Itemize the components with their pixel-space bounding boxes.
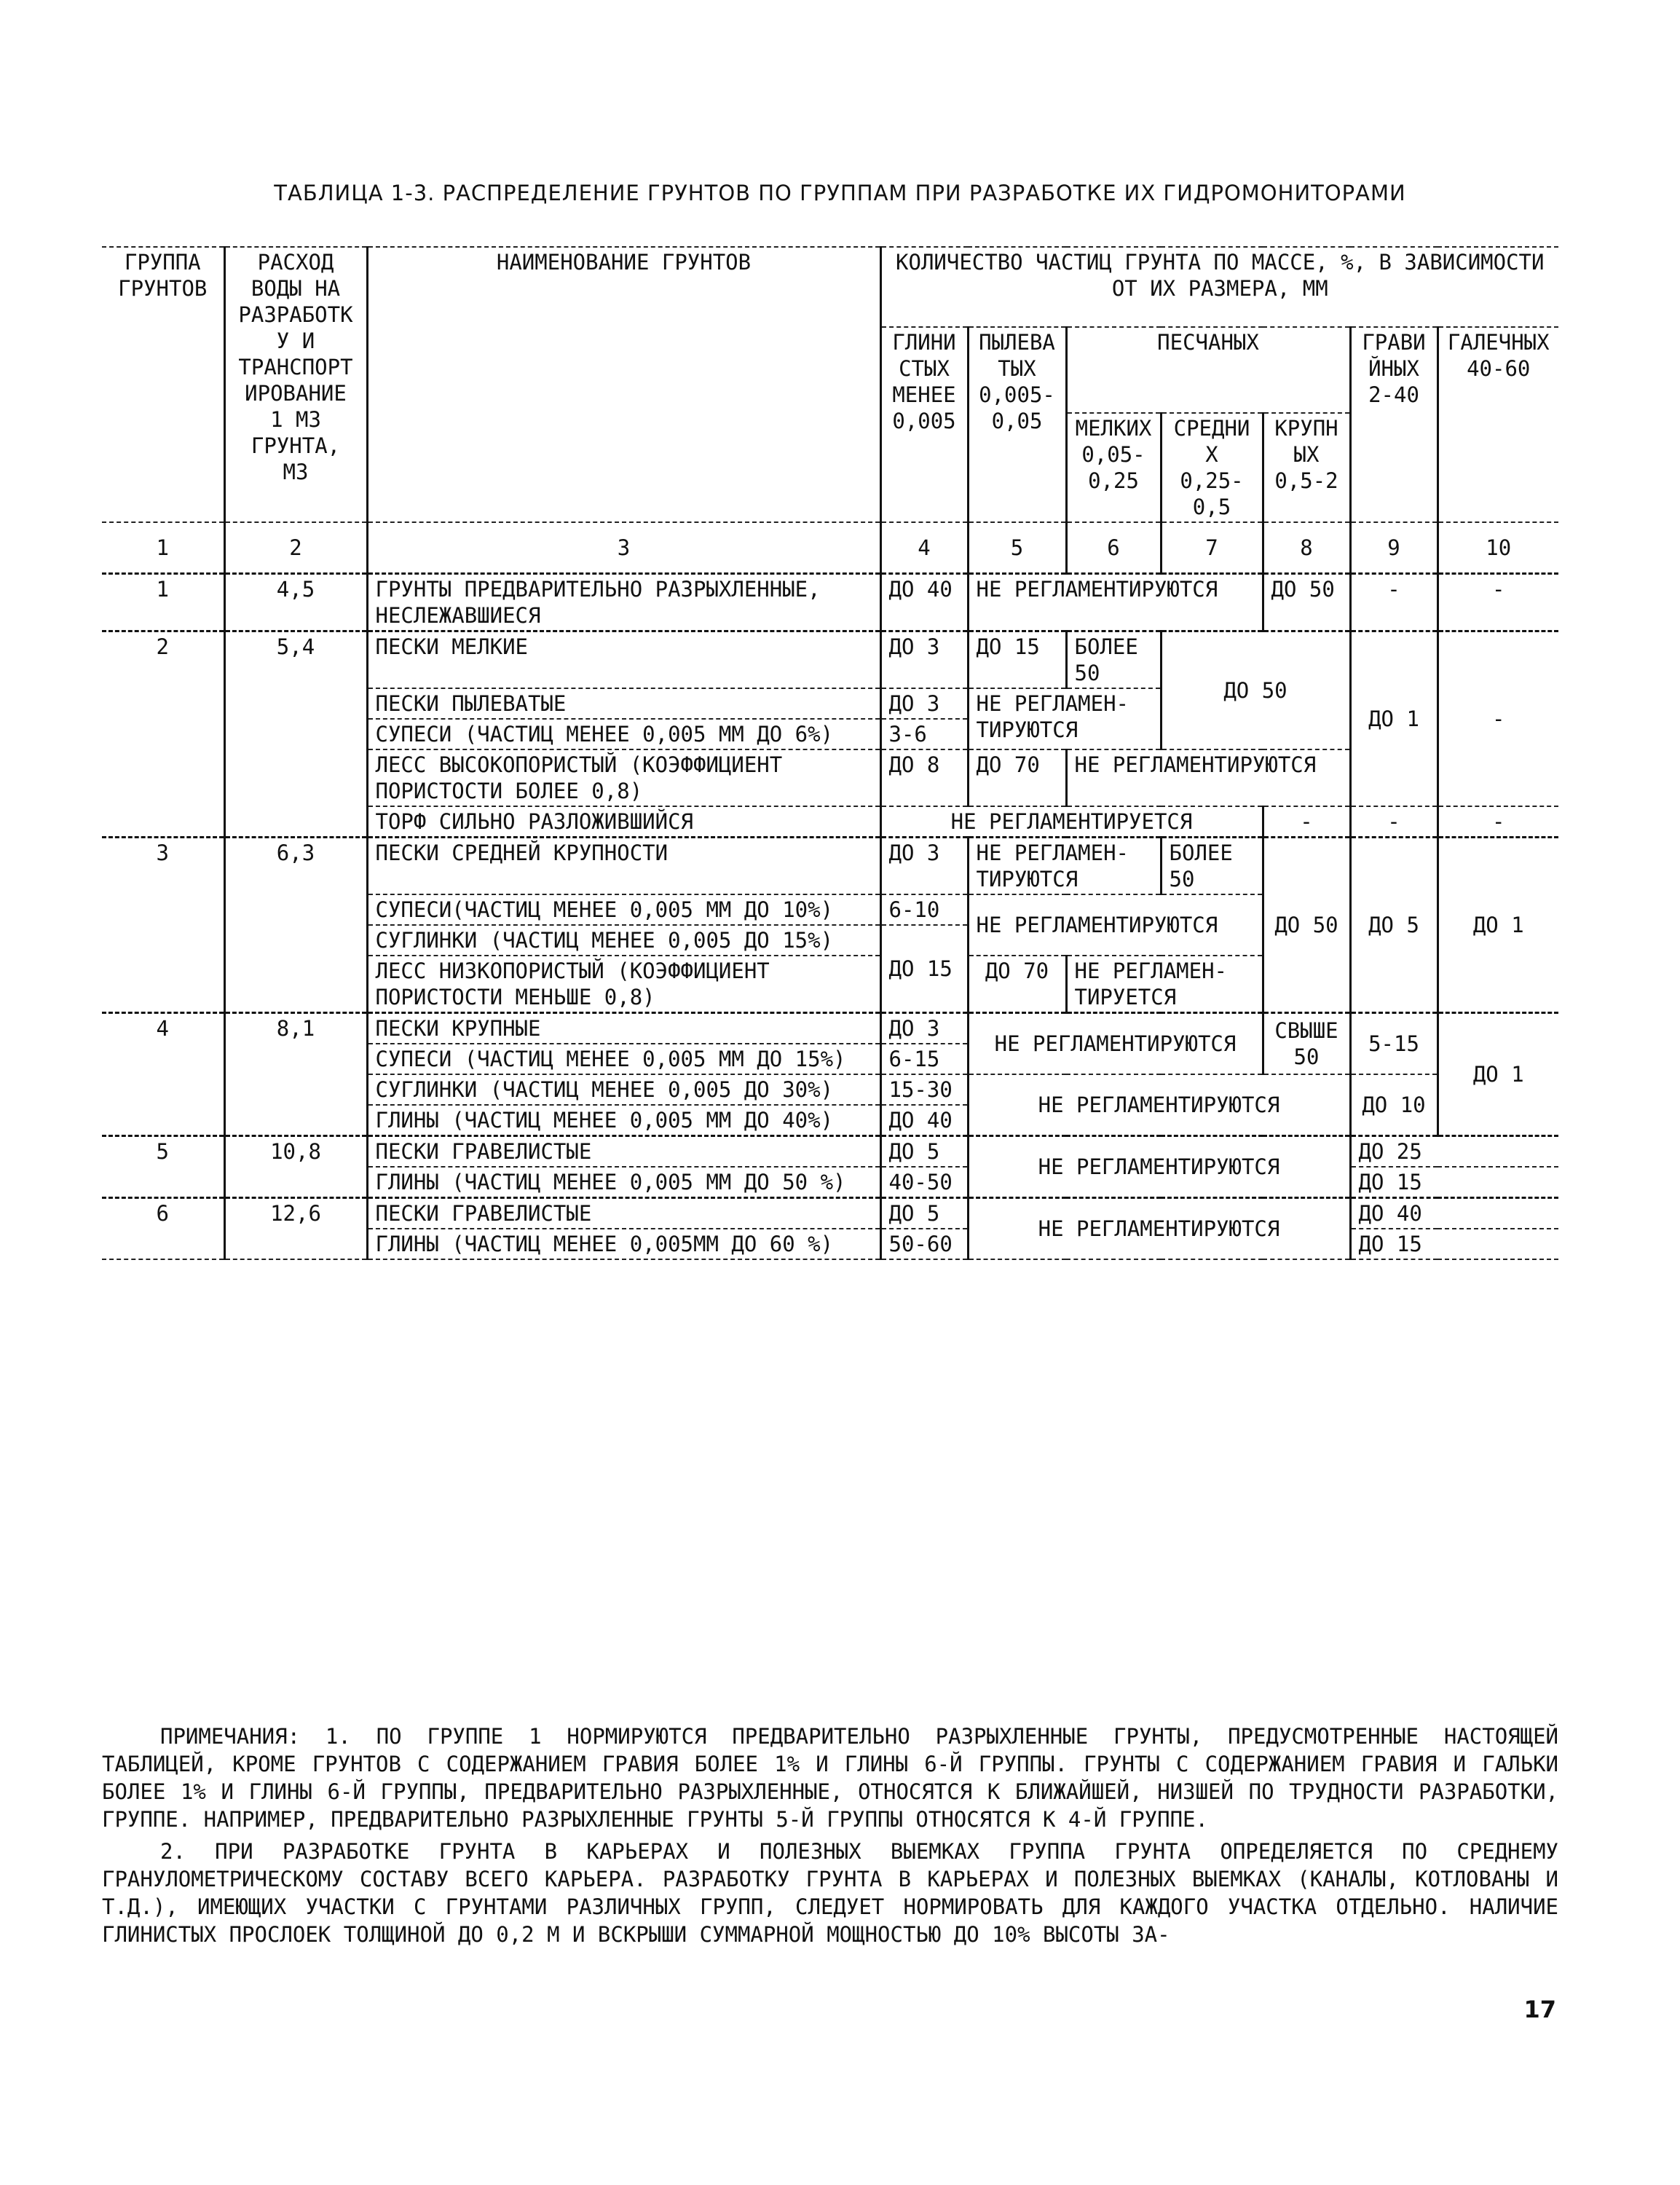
header-fine: МЕЛКИХ 0,05-0,25 xyxy=(1066,413,1161,522)
clay-value: ДО 40 xyxy=(880,1105,968,1136)
clay-value: 6-15 xyxy=(880,1044,968,1074)
header-medium: СРЕДНИХ 0,25-0,5 xyxy=(1161,413,1263,522)
water-consumption: 5,4 xyxy=(224,631,367,838)
column-number: 7 xyxy=(1161,522,1263,574)
sandy-value: НЕ РЕГЛАМЕНТИРУЮТСЯ xyxy=(1066,749,1350,806)
header-row xyxy=(102,247,1558,327)
particles-value: НЕ РЕГЛАМЕНТИРУЮТСЯ xyxy=(968,574,1263,631)
pebble-value: - xyxy=(1438,806,1558,838)
table-row xyxy=(102,1198,1558,1229)
table-row xyxy=(102,574,1558,631)
clay-value: ДО 3 xyxy=(880,1013,968,1044)
group-number: 1 xyxy=(102,574,224,631)
column-number: 5 xyxy=(968,522,1066,574)
water-consumption: 12,6 xyxy=(224,1198,367,1260)
group-number: 2 xyxy=(102,631,224,838)
table-row xyxy=(102,1013,1558,1044)
dust-value: ДО 70 xyxy=(968,956,1066,1013)
fine-medium-value: НЕ РЕГЛАМЕН- ТИРУЕТСЯ xyxy=(1066,956,1263,1013)
fine-value: БОЛЕЕ 50 xyxy=(1066,631,1161,689)
particles-value: НЕ РЕГЛАМЕНТИРУЕТСЯ xyxy=(880,806,1263,838)
column-numbers-row xyxy=(102,522,1558,574)
soil-name: ГЛИНЫ (ЧАСТИЦ МЕНЕЕ 0,005 ММ ДО 40%) xyxy=(367,1105,880,1136)
header-particles: КОЛИЧЕСТВО ЧАСТИЦ ГРУНТА ПО МАССЕ, %, В ЗАВИСИМОСТИ ОТ ИХ РАЗМЕРА, ММ xyxy=(880,247,1558,327)
water-consumption: 4,5 xyxy=(224,574,367,631)
table-title: ТАБЛИЦА 1-3. РАСПРЕДЕЛЕНИЕ ГРУНТОВ ПО ГРУППАМ ПРИ РАЗРАБОТКЕ ИХ ГИДРОМОНИТОРАМИ xyxy=(274,181,1406,205)
column-number: 6 xyxy=(1066,522,1161,574)
header-name: НАИМЕНОВАНИЕ ГРУНТОВ xyxy=(367,247,880,522)
soil-name: ЛЕСС НИЗКОПОРИСТЫЙ (КОЭФФИЦИЕНТ ПОРИСТОСТИ МЕНЬШЕ 0,8) xyxy=(367,956,880,1013)
gravel-value: ДО 1 xyxy=(1350,631,1438,807)
header-clay: ГЛИНИСТЫХ МЕНЕЕ 0,005 xyxy=(880,327,968,522)
soil-name: СУГЛИНКИ (ЧАСТИЦ МЕНЕЕ 0,005 ДО 30%) xyxy=(367,1074,880,1105)
column-number: 2 xyxy=(224,522,367,574)
soil-name: СУПЕСИ (ЧАСТИЦ МЕНЕЕ 0,005 ММ ДО 15%) xyxy=(367,1044,880,1074)
gravel-value: - xyxy=(1350,806,1438,838)
soil-name: ПЕСКИ МЕЛКИЕ xyxy=(367,631,880,689)
clay-value: 6-10 xyxy=(880,894,968,925)
soil-name: ПЕСКИ ГРАВЕЛИСТЫЕ xyxy=(367,1136,880,1168)
column-number: 4 xyxy=(880,522,968,574)
header-gravel: ГРАВИЙНЫХ 2-40 xyxy=(1350,327,1438,522)
particles-value: НЕ РЕГЛАМЕНТИРУЮТСЯ xyxy=(968,1074,1350,1136)
column-number: 8 xyxy=(1263,522,1350,574)
clay-value: ДО 3 xyxy=(880,631,968,689)
clay-value: 15-30 xyxy=(880,1074,968,1105)
soil-name: ПЕСКИ КРУПНЫЕ xyxy=(367,1013,880,1044)
group-number: 6 xyxy=(102,1198,224,1260)
clay-value: ДО 5 xyxy=(880,1198,968,1229)
gravel-pebble-value: ДО 25 xyxy=(1350,1136,1558,1168)
dust-fine-value: НЕ РЕГЛАМЕН- ТИРУЮТСЯ xyxy=(968,838,1161,895)
clay-value: ДО 8 xyxy=(880,749,968,806)
soil-groups-table xyxy=(102,246,1558,1260)
gravel-value: ДО 5 xyxy=(1350,838,1438,1013)
gravel-value: ДО 10 xyxy=(1350,1074,1438,1136)
clay-value: ДО 3 xyxy=(880,838,968,895)
soil-name: ПЕСКИ ПЫЛЕВАТЫЕ xyxy=(367,688,880,719)
clay-value: 50-60 xyxy=(880,1229,968,1259)
soil-name: ГРУНТЫ ПРЕДВАРИТЕЛЬНО РАЗРЫХЛЕННЫЕ, НЕСЛЕЖАВШИЕСЯ xyxy=(367,574,880,631)
pebble-value: ДО 1 xyxy=(1438,838,1558,1013)
soil-name: СУГЛИНКИ (ЧАСТИЦ МЕНЕЕ 0,005 ДО 15%) xyxy=(367,925,880,956)
pebble-value: ДО 1 xyxy=(1438,1013,1558,1136)
pebble-value: - xyxy=(1438,574,1558,631)
soil-name: ПЕСКИ ГРАВЕЛИСТЫЕ xyxy=(367,1198,880,1229)
group-number: 3 xyxy=(102,838,224,1013)
note-1: ПРИМЕЧАНИЯ: 1. ПО ГРУППЕ 1 НОРМИРУЮТСЯ ПРЕДВАРИТЕЛЬНО РАЗРЫХЛЕННЫЕ ГРУНТЫ, ПРЕДУСМОТРЕННЫЕ НАСТОЯЩЕЙ ТАБЛИЦЕЙ, КРОМЕ ГРУНТОВ С СОДЕРЖАНИЕМ ГРАВИЯ БОЛЕЕ 1% И ГЛИНЫ 6-Й ГРУППЫ. ГРУНТЫ С СОДЕРЖАНИЕМ ГРАВИЯ И ГАЛЬКИ БОЛЕЕ 1% И ГЛИНЫ 6-Й ГРУППЫ, ПРЕДВАРИТЕЛЬНО РАЗРЫХЛЕННЫЕ, ОТНОСЯТСЯ К БЛИЖАЙШЕЙ, НИЗШЕЙ ПО ТРУДНОСТИ РАЗРАБОТКИ, ГРУППЕ. НАПРИМЕР, ПРЕДВАРИТЕЛЬНО РАЗРЫХЛЕННЫЕ ГРУНТЫ 5-Й ГРУППЫ ОТНОСЯТСЯ К 4-Й ГРУППЕ. xyxy=(102,1724,1558,1832)
clay-value: 3-6 xyxy=(880,719,968,749)
clay-value: ДО 3 xyxy=(880,688,968,719)
coarse-value: СВЫШЕ 50 xyxy=(1263,1013,1350,1075)
medium-coarse-value: ДО 50 xyxy=(1161,631,1350,750)
soil-name: ПЕСКИ СРЕДНЕЙ КРУПНОСТИ xyxy=(367,838,880,895)
group-number: 5 xyxy=(102,1136,224,1198)
dust-value: ДО 70 xyxy=(968,749,1066,806)
header-group: ГРУППА ГРУНТОВ xyxy=(102,247,224,522)
water-consumption: 8,1 xyxy=(224,1013,367,1136)
coarse-value: ДО 50 xyxy=(1263,838,1350,1013)
clay-value: ДО 40 xyxy=(880,574,968,631)
soil-name: ТОРФ СИЛЬНО РАЗЛОЖИВШИЙСЯ xyxy=(367,806,880,838)
page-number: 17 xyxy=(1523,1996,1556,2023)
soil-name: СУПЕСИ(ЧАСТИЦ МЕНЕЕ 0,005 ММ ДО 10%) xyxy=(367,894,880,925)
coarse-value: ДО 50 xyxy=(1263,574,1350,631)
header-pebble: ГАЛЕЧНЫХ 40-60 xyxy=(1438,327,1558,522)
soil-name: ГЛИНЫ (ЧАСТИЦ МЕНЕЕ 0,005ММ ДО 60 %) xyxy=(367,1229,880,1259)
clay-value: ДО 5 xyxy=(880,1136,968,1168)
soil-name: СУПЕСИ (ЧАСТИЦ МЕНЕЕ 0,005 ММ ДО 6%) xyxy=(367,719,880,749)
water-consumption: 10,8 xyxy=(224,1136,367,1198)
medium-value: БОЛЕЕ 50 xyxy=(1161,838,1263,895)
column-number: 10 xyxy=(1438,522,1558,574)
soil-name: ГЛИНЫ (ЧАСТИЦ МЕНЕЕ 0,005 ММ ДО 50 %) xyxy=(367,1167,880,1198)
column-number: 3 xyxy=(367,522,880,574)
note-2: 2. ПРИ РАЗРАБОТКЕ ГРУНТА В КАРЬЕРАХ И ПОЛЕЗНЫХ ВЫЕМКАХ ГРУППА ГРУНТА ОПРЕДЕЛЯЕТСЯ ПО СРЕДНЕМУ ГРАНУЛОМЕТРИЧЕСКОМУ СОСТАВУ ВСЕГО КАРЬЕРА. РАЗРАБОТКУ ГРУНТА В КАРЬЕРАХ И ПОЛЕЗНЫХ ВЫЕМКАХ (КАНАЛЫ, КОТЛОВАНЫ И Т.Д.), ИМЕЮЩИХ УЧАСТКИ С ГРУНТАМИ РАЗЛИЧНЫХ ГРУПП, СЛЕДУЕТ НОРМИРОВАТЬ ДЛЯ КАЖДОГО УЧАСТКА ОТДЕЛЬНО. НАЛИЧИЕ ГЛИНИСТЫХ ПРОСЛОЕК ТОЛЩИНОЙ ДО 0,2 М И ВСКРЫШИ СУММАРНОЙ МОЩНОСТЬЮ ДО 10% ВЫСОТЫ ЗА- xyxy=(102,1839,1558,1947)
header-water: РАСХОД ВОДЫ НА РАЗРАБОТКУ И ТРАНСПОРТИРОВАНИЕ 1 М3 ГРУНТА, М3 xyxy=(224,247,367,522)
clay-value: ДО 15 xyxy=(880,925,968,1013)
gravel-pebble-value: ДО 40 xyxy=(1350,1198,1558,1229)
notes xyxy=(102,1723,1558,1953)
header-coarse: КРУПНЫХ 0,5-2 xyxy=(1263,413,1350,522)
header-sandy: ПЕСЧАНЫХ xyxy=(1066,327,1350,413)
table-row xyxy=(102,838,1558,895)
group-number: 4 xyxy=(102,1013,224,1136)
gravel-value: - xyxy=(1350,574,1438,631)
column-number: 1 xyxy=(102,522,224,574)
column-number: 9 xyxy=(1350,522,1438,574)
particles-value: НЕ РЕГЛАМЕНТИРУЮТСЯ xyxy=(968,1198,1350,1260)
pebble-value: - xyxy=(1438,631,1558,807)
coarse-value: - xyxy=(1263,806,1350,838)
particles-value: НЕ РЕГЛАМЕНТИРУЮТСЯ xyxy=(968,894,1263,956)
gravel-pebble-value: ДО 15 xyxy=(1350,1229,1558,1259)
particles-value: НЕ РЕГЛАМЕНТИРУЮТСЯ xyxy=(968,1136,1350,1198)
dust-value: ДО 15 xyxy=(968,631,1066,689)
dust-fine-value: НЕ РЕГЛАМЕН- ТИРУЮТСЯ xyxy=(968,688,1161,749)
gravel-value: 5-15 xyxy=(1350,1013,1438,1075)
soil-name: ЛЕСС ВЫСОКОПОРИСТЫЙ (КОЭФФИЦИЕНТ ПОРИСТОСТИ БОЛЕЕ 0,8) xyxy=(367,749,880,806)
gravel-pebble-value: ДО 15 xyxy=(1350,1167,1558,1198)
table-row xyxy=(102,1136,1558,1168)
water-consumption: 6,3 xyxy=(224,838,367,1013)
table-row xyxy=(102,631,1558,689)
clay-value: 40-50 xyxy=(880,1167,968,1198)
particles-value: НЕ РЕГЛАМЕНТИРУЮТСЯ xyxy=(968,1013,1263,1075)
header-dust: ПЫЛЕВАТЫХ 0,005-0,05 xyxy=(968,327,1066,522)
